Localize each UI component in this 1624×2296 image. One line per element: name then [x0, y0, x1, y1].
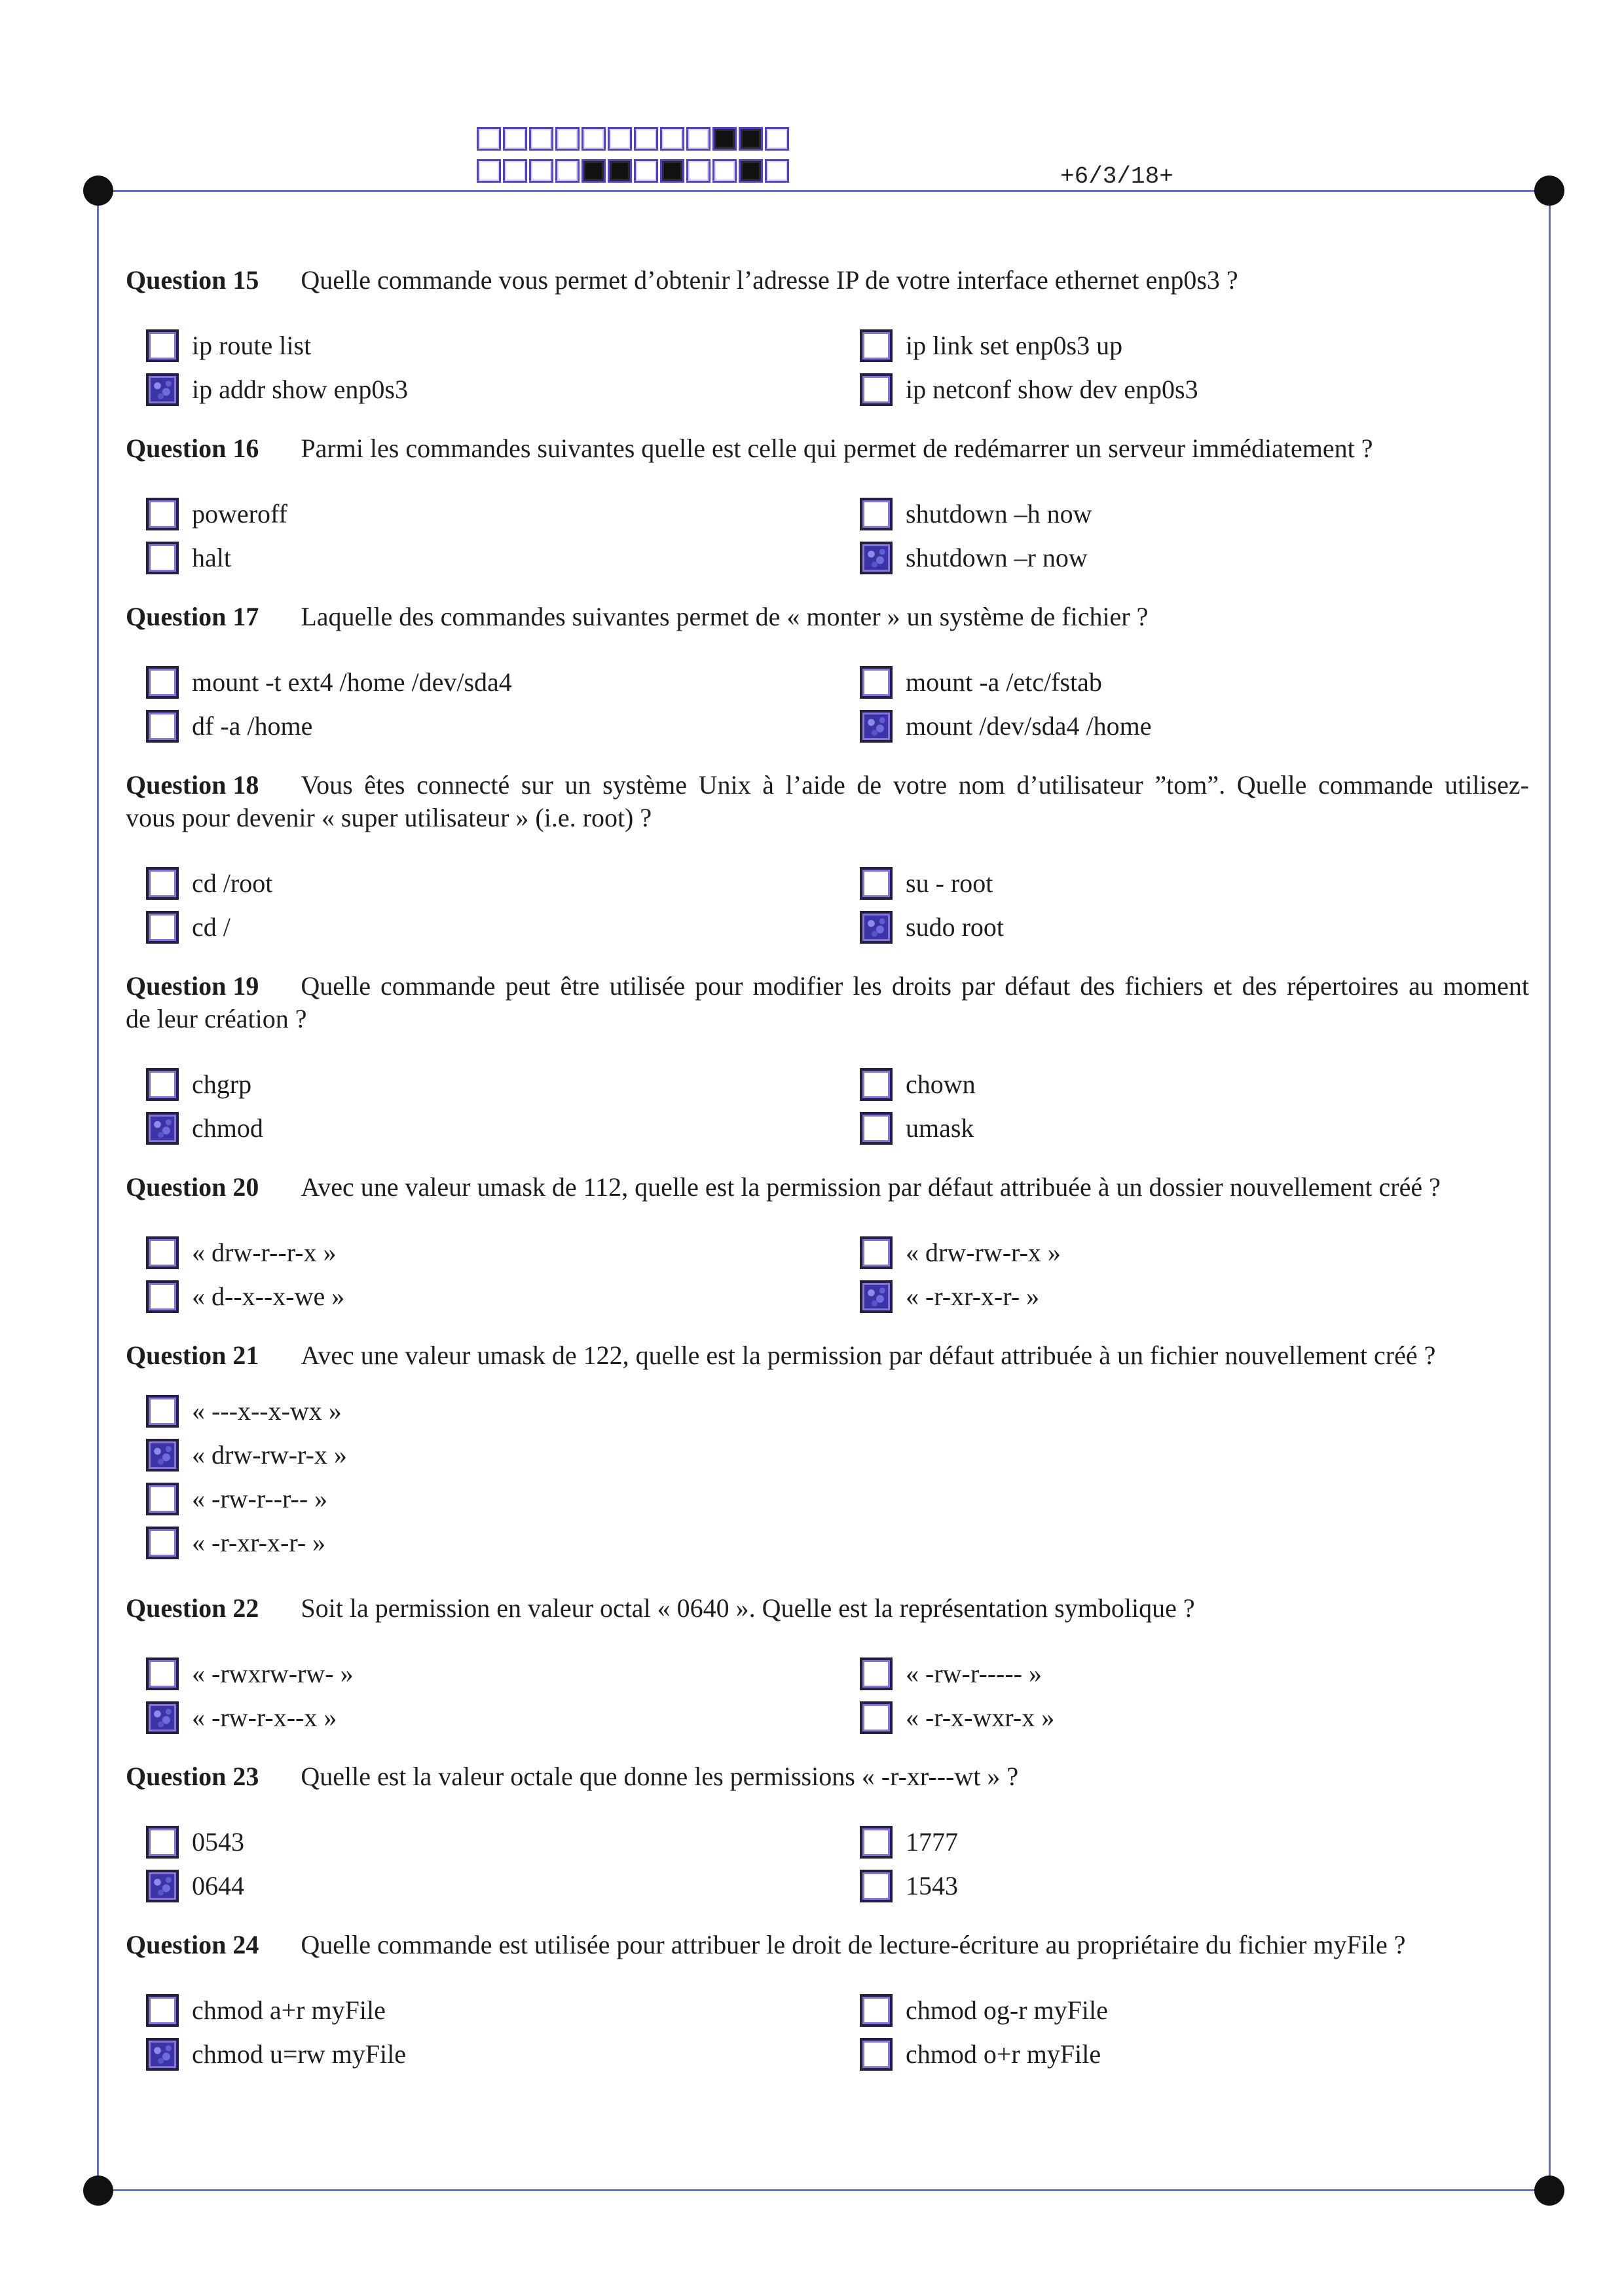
answer-option[interactable] [860, 324, 1529, 367]
answer-options [126, 324, 1529, 411]
answer-label: chmod og-r myFile [906, 1995, 1108, 2025]
answer-option[interactable] [146, 704, 860, 748]
answer-option[interactable] [860, 367, 1529, 411]
corner-marker-top-right [1534, 176, 1564, 206]
answer-options [126, 492, 1529, 580]
code-cell-empty [503, 127, 527, 151]
answer-option[interactable] [146, 1477, 1529, 1521]
answer-label: « drw-rw-r-x » [906, 1238, 1061, 1267]
answer-option[interactable] [860, 1062, 1529, 1106]
answer-label: « -r-xr-x-r- » [192, 1528, 326, 1557]
question-label: Question 17 [126, 602, 259, 631]
answer-option[interactable] [860, 660, 1529, 704]
question-line [126, 1592, 1529, 1625]
answer-option[interactable] [860, 1988, 1529, 2032]
code-cell-empty [555, 127, 580, 151]
answer-label: « -r-xr-x-r- » [906, 1282, 1040, 1311]
answer-options [126, 1652, 1529, 1739]
question-line [126, 432, 1529, 465]
answer-checkbox[interactable] [860, 666, 893, 699]
code-cell-filled [660, 159, 684, 183]
answer-option[interactable] [146, 324, 860, 367]
question-line [126, 769, 1529, 802]
answer-label: 1777 [906, 1827, 958, 1857]
answer-label: « -rwxrw-rw- » [192, 1659, 354, 1688]
answer-label: chmod o+r myFile [906, 2039, 1101, 2069]
answer-label: chown [906, 1069, 976, 1099]
answer-checkbox[interactable] [860, 710, 893, 743]
code-cell-empty [634, 127, 658, 151]
answer-option[interactable] [146, 492, 860, 536]
answer-label: halt [192, 543, 231, 572]
answer-option[interactable] [146, 1106, 860, 1150]
answer-option[interactable] [146, 367, 860, 411]
question-label: Question 23 [126, 1762, 259, 1791]
answer-option[interactable] [146, 1274, 860, 1318]
answer-label: umask [906, 1113, 974, 1143]
answer-column [146, 1231, 860, 1318]
answer-label: « -rw-r----- » [906, 1659, 1042, 1688]
question-text: Avec une valeur umask de 112, quelle est la permission par défaut attribuée à un dossier nouvellement créé ? [301, 1172, 1441, 1202]
header-code-row-1 [477, 127, 789, 151]
question-text: Quelle commande vous permet d’obtenir l’adresse IP de votre interface ethernet enp0s3 ? [301, 265, 1238, 295]
answer-label: « drw-r--r-x » [192, 1238, 337, 1267]
question-line [126, 1929, 1529, 1961]
answer-option[interactable] [146, 1988, 860, 2032]
answer-option[interactable] [146, 1695, 860, 1739]
question-label: Question 24 [126, 1930, 259, 1959]
answer-options [126, 1820, 1529, 1908]
answer-checkbox[interactable] [146, 1439, 179, 1472]
answer-label: poweroff [192, 499, 287, 528]
question-line [126, 264, 1529, 297]
answer-checkbox[interactable] [146, 867, 179, 900]
code-cell-filled [739, 159, 763, 183]
answer-option[interactable] [146, 905, 860, 949]
answer-option[interactable] [860, 1274, 1529, 1318]
answer-checkbox[interactable] [860, 1870, 893, 1902]
answer-column [146, 492, 860, 580]
question-label: Question 18 [126, 770, 259, 800]
code-cell-empty [686, 159, 710, 183]
answer-label: ip link set enp0s3 up [906, 331, 1123, 360]
header-code-row-2 [477, 159, 789, 183]
answer-checkbox[interactable] [146, 1236, 179, 1269]
question-text: Avec une valeur umask de 122, quelle est la permission par défaut attribuée à un fichier nouvellement créé ? [301, 1341, 1436, 1370]
question-text: Vous êtes connecté sur un système Unix à l’aide de votre nom d’utilisateur ”tom”. Quelle commande utilisez- [301, 770, 1529, 800]
answer-option[interactable] [860, 536, 1529, 580]
question-text: vous pour devenir « super utilisateur » (i.e. root) ? [126, 803, 652, 832]
answer-column [860, 1820, 1529, 1908]
answer-option[interactable] [860, 704, 1529, 748]
question-label: Question 19 [126, 971, 259, 1001]
answer-label: ip route list [192, 331, 312, 360]
answer-column [860, 660, 1529, 748]
answer-option[interactable] [860, 2032, 1529, 2076]
question-text: Parmi les commandes suivantes quelle est celle qui permet de redémarrer un serveur immédiatement ? [301, 434, 1373, 463]
answer-options [126, 1988, 1529, 2076]
answer-column [860, 1062, 1529, 1150]
answer-label: ip addr show enp0s3 [192, 375, 408, 404]
answer-checkbox[interactable] [146, 1701, 179, 1734]
corner-marker-bottom-right [1534, 2176, 1564, 2206]
answer-checkbox[interactable] [146, 1826, 179, 1859]
answer-option[interactable] [146, 1062, 860, 1106]
code-cell-empty [634, 159, 658, 183]
code-cell-empty [608, 127, 632, 151]
answer-label: 0543 [192, 1827, 244, 1857]
answer-column [146, 861, 860, 949]
code-cell-empty [529, 159, 553, 183]
answer-checkbox[interactable] [860, 1068, 893, 1101]
answer-column [146, 1389, 1529, 1565]
question-block [126, 1171, 1529, 1318]
answer-label: sudo root [906, 912, 1004, 942]
answer-checkbox[interactable] [146, 1994, 179, 2027]
question-block [126, 1929, 1529, 2076]
question-block [126, 1592, 1529, 1739]
answer-checkbox[interactable] [860, 373, 893, 406]
answer-column [860, 324, 1529, 411]
question-text: Laquelle des commandes suivantes permet de « monter » un système de fichier ? [301, 602, 1149, 631]
answer-checkbox[interactable] [146, 542, 179, 574]
answer-checkbox[interactable] [146, 1527, 179, 1559]
corner-marker-top-left [83, 176, 113, 206]
question-line [126, 802, 1529, 834]
question-block [126, 1760, 1529, 1908]
question-text: Quelle commande peut être utilisée pour modifier les droits par défaut des fichiers et des répertoires au moment [301, 971, 1529, 1001]
answer-options [126, 1389, 1529, 1565]
answer-label: 1543 [906, 1871, 958, 1900]
code-cell-empty [660, 127, 684, 151]
answer-checkbox[interactable] [146, 1657, 179, 1690]
question-block [126, 970, 1529, 1150]
answer-label: ip netconf show dev enp0s3 [906, 375, 1198, 404]
code-cell-filled [608, 159, 632, 183]
answer-options [126, 660, 1529, 748]
answer-label: mount /dev/sda4 /home [906, 711, 1152, 741]
answer-label: « drw-rw-r-x » [192, 1440, 347, 1470]
answer-options [126, 861, 1529, 949]
page-code: +6/3/18+ [1060, 163, 1173, 190]
answer-label: « ---x--x-wx » [192, 1396, 342, 1426]
question-block [126, 769, 1529, 949]
answer-label: « -rw-r--r-- » [192, 1484, 328, 1513]
answer-option[interactable] [860, 1231, 1529, 1274]
answer-option[interactable] [860, 861, 1529, 905]
corner-marker-bottom-left [83, 2176, 113, 2206]
answer-option[interactable] [146, 1820, 860, 1864]
answer-checkbox[interactable] [860, 1701, 893, 1734]
answer-checkbox[interactable] [860, 498, 893, 530]
answer-option[interactable] [860, 1864, 1529, 1908]
code-cell-empty [686, 127, 710, 151]
answer-option[interactable] [146, 1433, 1529, 1477]
answer-checkbox[interactable] [860, 1112, 893, 1145]
answer-label: chmod u=rw myFile [192, 2039, 406, 2069]
answer-checkbox[interactable] [860, 1826, 893, 1859]
answer-option[interactable] [146, 1864, 860, 1908]
answer-column [146, 1652, 860, 1739]
question-line [126, 1339, 1529, 1372]
answer-label: chgrp [192, 1069, 252, 1099]
answer-checkbox[interactable] [860, 1236, 893, 1269]
answer-checkbox[interactable] [146, 1112, 179, 1145]
code-cell-empty [503, 159, 527, 183]
answer-option[interactable] [860, 1820, 1529, 1864]
question-block [126, 601, 1529, 748]
answer-option[interactable] [146, 1521, 1529, 1565]
answer-checkbox[interactable] [860, 1657, 893, 1690]
question-block [126, 1339, 1529, 1565]
answer-checkbox[interactable] [146, 1068, 179, 1101]
answer-option[interactable] [146, 660, 860, 704]
answer-option[interactable] [146, 1389, 1529, 1433]
answer-option[interactable] [146, 2032, 860, 2076]
answer-option[interactable] [146, 536, 860, 580]
code-cell-filled [712, 127, 737, 151]
code-cell-empty [529, 127, 553, 151]
answer-label: su - root [906, 868, 993, 898]
code-cell-empty [712, 159, 737, 183]
answer-checkbox[interactable] [146, 498, 179, 530]
answer-checkbox[interactable] [146, 710, 179, 743]
answer-option[interactable] [860, 492, 1529, 536]
answer-option[interactable] [146, 1652, 860, 1695]
answer-checkbox[interactable] [146, 373, 179, 406]
answer-column [860, 861, 1529, 949]
answer-checkbox[interactable] [146, 1280, 179, 1313]
answer-checkbox[interactable] [146, 2038, 179, 2071]
answer-label: shutdown –r now [906, 543, 1088, 572]
code-cell-filled [739, 127, 763, 151]
answer-column [146, 660, 860, 748]
answer-checkbox[interactable] [860, 867, 893, 900]
code-cell-empty [477, 159, 501, 183]
question-label: Question 22 [126, 1593, 259, 1623]
question-line [126, 1171, 1529, 1204]
answer-column [860, 1988, 1529, 2076]
answer-label: chmod [192, 1113, 263, 1143]
answer-checkbox[interactable] [860, 329, 893, 362]
answer-label: « d--x--x-we » [192, 1282, 345, 1311]
code-cell-filled [581, 159, 606, 183]
question-label: Question 16 [126, 434, 259, 463]
answer-column [146, 1062, 860, 1150]
code-cell-empty [765, 159, 789, 183]
answer-option[interactable] [860, 1106, 1529, 1150]
answer-options [126, 1062, 1529, 1150]
answer-label: shutdown –h now [906, 499, 1092, 528]
answer-checkbox[interactable] [860, 1994, 893, 2027]
answer-checkbox[interactable] [860, 542, 893, 574]
answer-label: 0644 [192, 1871, 244, 1900]
answer-option[interactable] [860, 1652, 1529, 1695]
question-text: Soit la permission en valeur octal « 0640 ». Quelle est la représentation symbolique ? [301, 1593, 1195, 1623]
header-code-grid [477, 127, 789, 183]
question-label: Question 20 [126, 1172, 259, 1202]
questions-list [126, 264, 1529, 2097]
answer-checkbox[interactable] [146, 1870, 179, 1902]
answer-checkbox[interactable] [146, 1395, 179, 1428]
code-cell-empty [765, 127, 789, 151]
answer-column [860, 1652, 1529, 1739]
question-label: Question 21 [126, 1341, 259, 1370]
question-label: Question 15 [126, 265, 259, 295]
question-text: Quelle commande est utilisée pour attribuer le droit de lecture-écriture au propriétaire du fichier myFile ? [301, 1930, 1406, 1959]
question-text: Quelle est la valeur octale que donne les permissions « -r-xr---wt » ? [301, 1762, 1019, 1791]
answer-label: chmod a+r myFile [192, 1995, 386, 2025]
question-text: de leur création ? [126, 1004, 307, 1033]
code-cell-empty [477, 127, 501, 151]
answer-checkbox[interactable] [146, 666, 179, 699]
answer-option[interactable] [146, 1231, 860, 1274]
answer-label: df -a /home [192, 711, 313, 741]
answer-checkbox[interactable] [146, 1483, 179, 1515]
question-line [126, 1003, 1529, 1035]
answer-options [126, 1231, 1529, 1318]
answer-label: cd /root [192, 868, 273, 898]
answer-option[interactable] [860, 905, 1529, 949]
answer-checkbox[interactable] [146, 329, 179, 362]
answer-column [146, 324, 860, 411]
answer-label: mount -t ext4 /home /dev/sda4 [192, 667, 512, 697]
answer-column [860, 1231, 1529, 1318]
answer-checkbox[interactable] [146, 911, 179, 944]
answer-checkbox[interactable] [860, 2038, 893, 2071]
answer-label: mount -a /etc/fstab [906, 667, 1102, 697]
answer-label: « -r-x-wxr-x » [906, 1703, 1055, 1732]
question-line [126, 1760, 1529, 1793]
answer-checkbox[interactable] [860, 911, 893, 944]
answer-option[interactable] [146, 861, 860, 905]
answer-column [860, 492, 1529, 580]
code-cell-empty [555, 159, 580, 183]
question-block [126, 264, 1529, 411]
question-line [126, 970, 1529, 1003]
question-block [126, 432, 1529, 580]
answer-column [146, 1988, 860, 2076]
code-cell-empty [581, 127, 606, 151]
answer-label: cd / [192, 912, 231, 942]
answer-label: « -rw-r-x--x » [192, 1703, 337, 1732]
answer-column [146, 1820, 860, 1908]
question-line [126, 601, 1529, 633]
answer-option[interactable] [860, 1695, 1529, 1739]
answer-checkbox[interactable] [860, 1280, 893, 1313]
